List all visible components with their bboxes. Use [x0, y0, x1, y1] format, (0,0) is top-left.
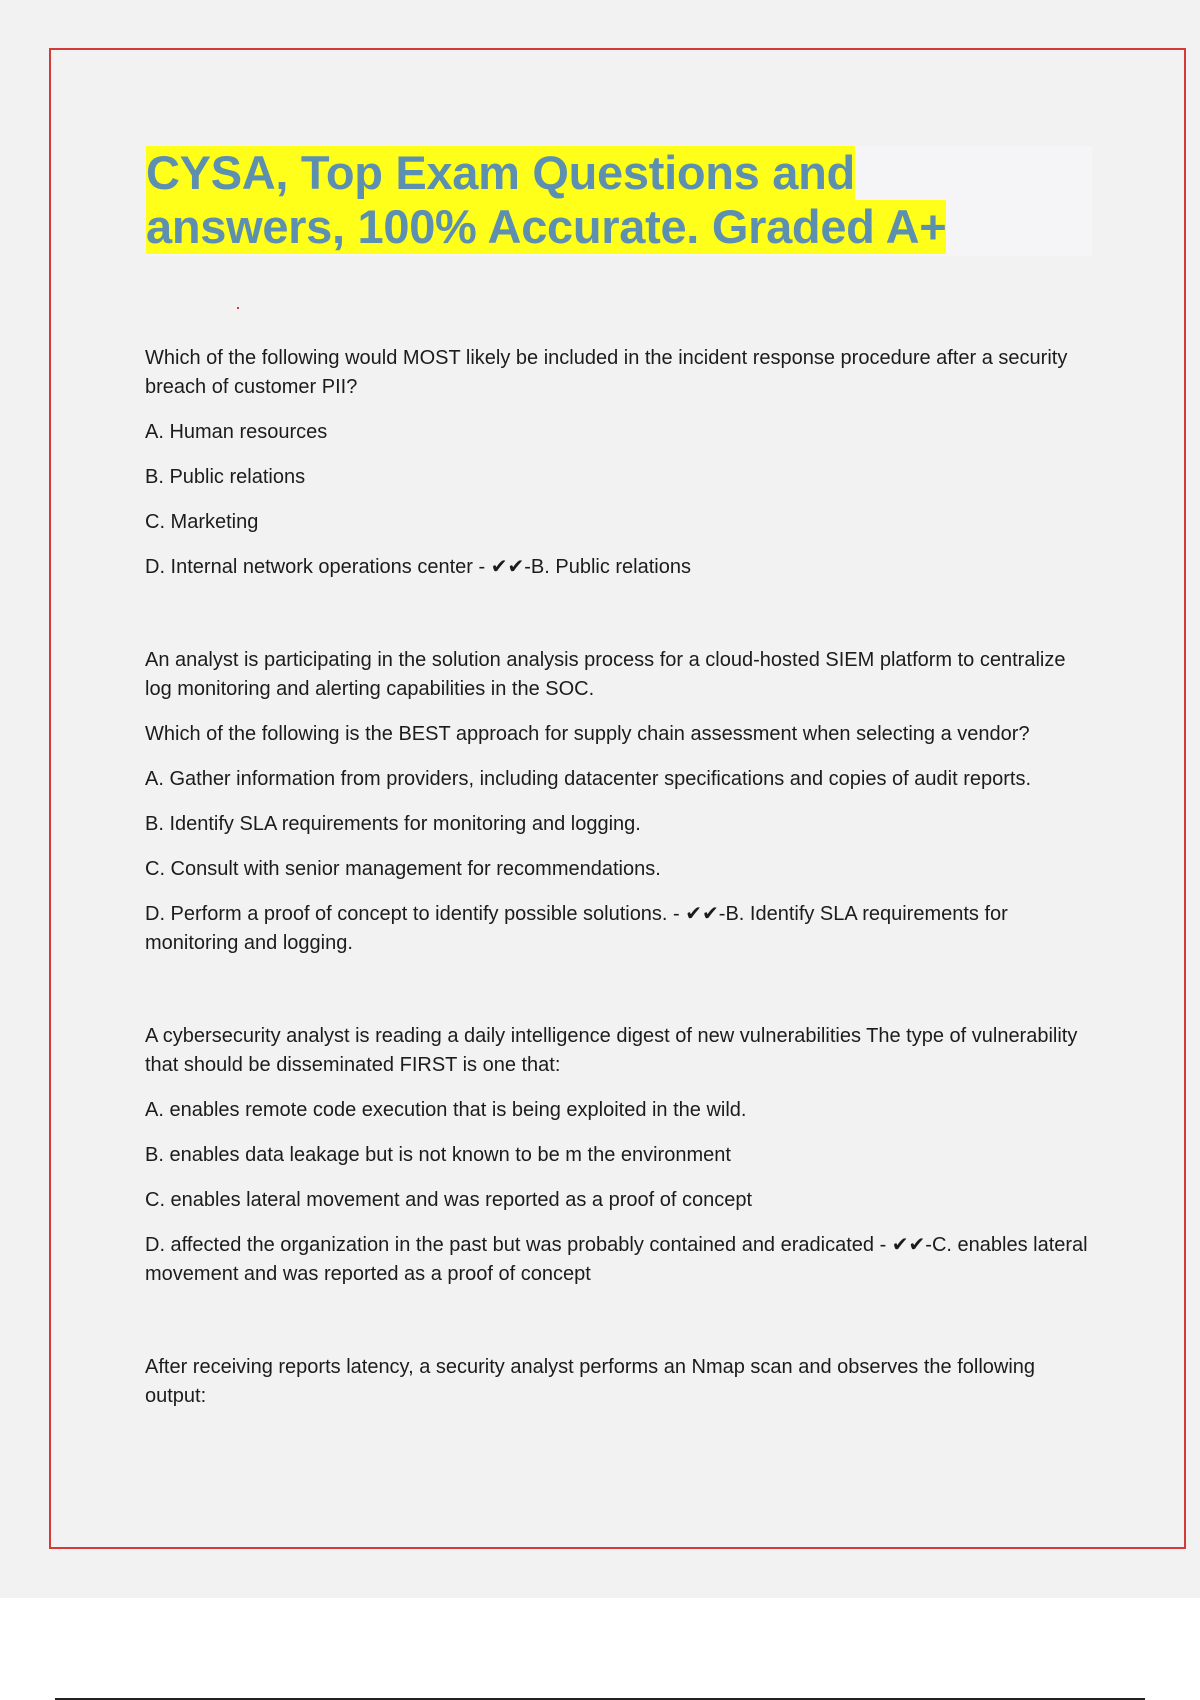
answer-option: A. Gather information from providers, including datacenter specifications and copies of audit reports. [145, 768, 1032, 790]
question-text: Which of the following is the BEST approach for supply chain assessment when selecting a vendor? [145, 723, 1030, 745]
question-block [145, 344, 1095, 582]
question-text: A cybersecurity analyst is reading a daily intelligence digest of new vulnerabilities The type of vulnerability that should be disseminated FIRST is one that: [145, 1025, 1078, 1076]
answer-option: A. enables remote code execution that is being exploited in the wild. [145, 1099, 747, 1121]
answer-option-with-key: D. Perform a proof of concept to identify possible solutions. - ✔✔-B. Identify SLA requirements for monitoring and logging. [145, 903, 1008, 954]
answer-option: B. Public relations [145, 466, 306, 488]
answer-option: A. Human resources [145, 421, 328, 443]
answer-option: B. Identify SLA requirements for monitoring and logging. [145, 813, 641, 835]
answer-option: B. enables data leakage but is not known to be m the environment [145, 1144, 731, 1166]
answer-option-with-key: D. Internal network operations center - ✔✔-B. Public relations [145, 556, 691, 578]
decorative-dot [237, 307, 239, 309]
answer-option: C. enables lateral movement and was reported as a proof of concept [145, 1189, 753, 1211]
answer-option-with-key: D. affected the organization in the past but was probably contained and eradicated - ✔✔-C. enables lateral movement and was reported as a proof of concept [145, 1234, 1088, 1285]
answer-option: C. Consult with senior management for recommendations. [145, 858, 661, 880]
question-block [145, 646, 1095, 958]
questions-list [145, 344, 1095, 1411]
question-text: After receiving reports latency, a security analyst performs an Nmap scan and observes the following output: [145, 1356, 1036, 1407]
question-text: Which of the following would MOST likely be included in the incident response procedure after a security breach of customer PII? [145, 347, 1068, 398]
title-line: CYSA, Top Exam Questions and [146, 146, 855, 199]
answer-option: C. Marketing [145, 511, 259, 533]
title-line: answers, 100% Accurate. Graded A+ [146, 200, 947, 253]
document-title [146, 146, 1092, 256]
question-text: An analyst is participating in the solution analysis process for a cloud-hosted SIEM platform to centralize log monitoring and alerting capabilities in the SOC. [145, 649, 1066, 700]
question-block [145, 1022, 1095, 1289]
question-block [145, 1353, 1095, 1411]
